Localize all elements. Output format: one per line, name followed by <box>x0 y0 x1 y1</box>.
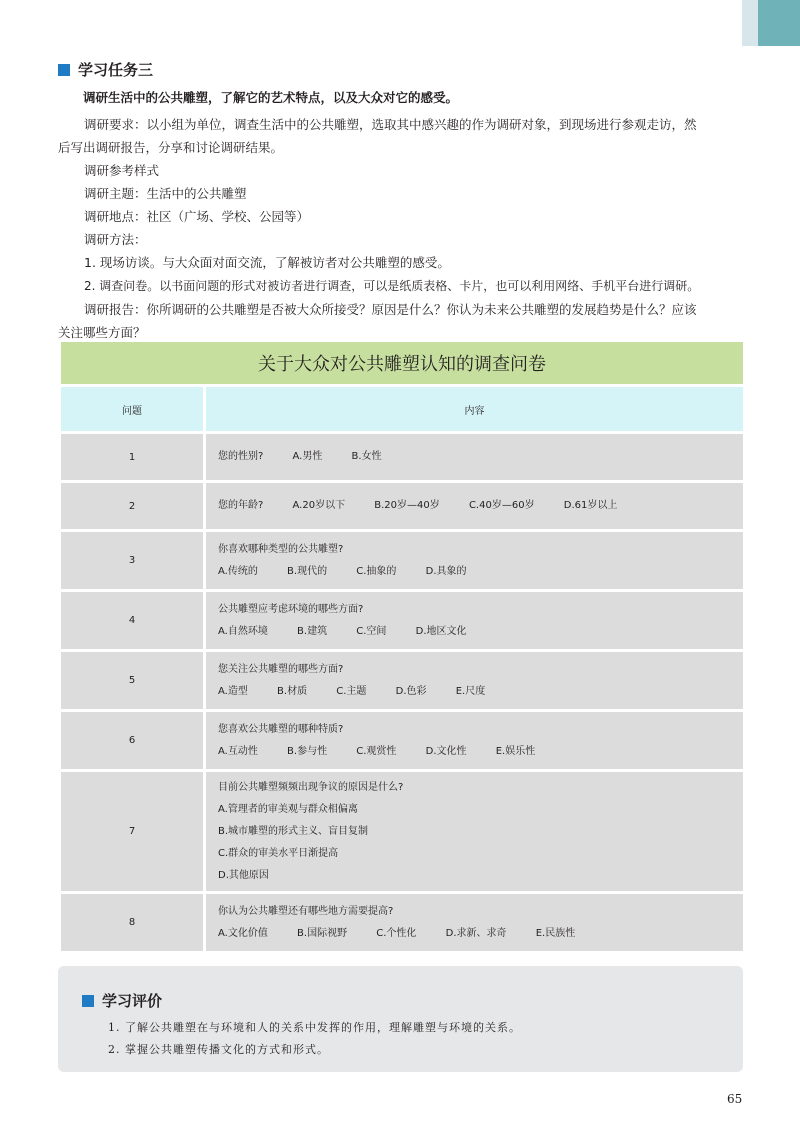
option: A.20岁以下 <box>292 500 346 511</box>
column-header-question: 问题 <box>60 386 205 433</box>
evaluation-item-2: 2. 掌握公共雕塑传播文化的方式和形式。 <box>108 1043 329 1056</box>
option: D.色彩 <box>395 685 427 697</box>
question-text: 您喜欢公共雕塑的哪种特质? <box>218 723 344 735</box>
option: D.求新、求奇 <box>445 927 507 939</box>
question-number: 8 <box>60 893 205 953</box>
option: C.抽象的 <box>356 565 397 577</box>
option: A.文化价值 <box>218 927 268 939</box>
option: B.材质 <box>277 685 308 697</box>
question-content <box>205 591 745 651</box>
option: D.具象的 <box>425 565 467 577</box>
question-text: 您的年龄? <box>218 500 264 511</box>
task-heading <box>58 59 153 80</box>
option: D.文化性 <box>425 745 467 757</box>
question-content <box>205 771 745 893</box>
sample-title: 调研参考样式 <box>84 163 160 178</box>
option: C.观赏性 <box>356 745 397 757</box>
research-topic: 调研主题：生活中的公共雕塑 <box>84 186 247 201</box>
task-intro: 调研生活中的公共雕塑，了解它的艺术特点，以及大众对它的感受。 <box>83 90 459 105</box>
requirement-line-1: 调研要求：以小组为单位，调查生活中的公共雕塑，选取其中感兴趣的作为调研对象，到现场进行参观走访，然 <box>84 117 697 132</box>
question-content <box>205 711 745 771</box>
question-text: 您关注公共雕塑的哪些方面? <box>218 663 344 675</box>
table-row <box>60 711 745 771</box>
evaluation-heading-text: 学习评价 <box>102 992 163 1010</box>
column-header-content: 内容 <box>205 386 745 433</box>
question-content <box>205 893 745 953</box>
option: C.主题 <box>336 685 367 697</box>
option: B.参与性 <box>287 745 328 757</box>
table-row <box>60 591 745 651</box>
question-number: 6 <box>60 711 205 771</box>
square-bullet-icon <box>58 64 70 76</box>
option: C.40岁—60岁 <box>468 500 535 511</box>
requirement-line-2: 后写出调研报告，分享和讨论调研结果。 <box>58 140 284 155</box>
option: D.地区文化 <box>415 625 467 637</box>
option: D.其他原因 <box>218 869 269 881</box>
option: D.61岁以上 <box>563 500 618 511</box>
option: E.民族性 <box>535 927 576 939</box>
method-2: 2. 调查问卷。以书面问题的形式对被访者进行调查，可以是纸质表格、卡片，也可以利用网络、手机平台进行调研。 <box>84 279 700 293</box>
task-body <box>58 113 748 344</box>
question-text: 你喜欢哪种类型的公共雕塑? <box>218 543 344 555</box>
option: B.城市雕塑的形式主义、盲目复制 <box>218 825 369 837</box>
question-number: 7 <box>60 771 205 893</box>
option: A.互动性 <box>218 745 258 757</box>
table-row <box>60 531 745 591</box>
table-row <box>60 433 745 482</box>
option: A.传统的 <box>218 565 258 577</box>
question-text: 你认为公共雕塑还有哪些地方需要提高? <box>218 905 394 917</box>
option: A.自然环境 <box>218 625 268 637</box>
question-content <box>205 531 745 591</box>
corner-tab-teal <box>758 0 800 46</box>
option: A.造型 <box>218 685 248 697</box>
table-row <box>60 893 745 953</box>
table-row <box>60 651 745 711</box>
question-text: 目前公共雕塑频频出现争议的原因是什么? <box>218 781 404 793</box>
question-number: 1 <box>60 433 205 482</box>
questionnaire-title: 关于大众对公共雕塑认知的调查问卷 <box>60 342 745 386</box>
questionnaire-header-row <box>60 386 745 433</box>
task-heading-text: 学习任务三 <box>78 61 154 79</box>
table-row <box>60 482 745 531</box>
option: A.管理者的审美观与群众相偏离 <box>218 803 358 815</box>
square-bullet-icon <box>82 995 94 1007</box>
report-line-2: 关注哪些方面？ <box>58 325 146 340</box>
question-number: 2 <box>60 482 205 531</box>
option: B.国际视野 <box>297 927 348 939</box>
option: E.娱乐性 <box>495 745 536 757</box>
option: B.20岁—40岁 <box>374 500 440 511</box>
question-options-line <box>218 495 743 517</box>
table-row <box>60 771 745 893</box>
question-options-line <box>218 561 743 583</box>
research-location: 调研地点：社区（广场、学校、公园等） <box>84 209 310 224</box>
question-options-line <box>218 446 743 468</box>
question-number: 3 <box>60 531 205 591</box>
report-line-1: 调研报告：你所调研的公共雕塑是否被大众所接受？原因是什么？你认为未来公共雕塑的发展趋势是什么？应该 <box>84 302 697 317</box>
question-number: 4 <box>60 591 205 651</box>
option: B.建筑 <box>297 625 328 637</box>
option: B.女性 <box>351 451 382 462</box>
page-number: 65 <box>727 1092 743 1106</box>
option: C.群众的审美水平日渐提高 <box>218 847 339 859</box>
question-options-line <box>218 923 743 945</box>
corner-tab-light <box>742 0 758 46</box>
question-content <box>205 433 745 482</box>
option: B.现代的 <box>287 565 328 577</box>
question-text: 公共雕塑应考虑环境的哪些方面? <box>218 603 364 615</box>
questionnaire-title-row <box>60 342 745 386</box>
question-text: 您的性别? <box>218 451 264 462</box>
research-method: 调研方法： <box>84 232 147 247</box>
option: E.尺度 <box>455 685 486 697</box>
question-options-line <box>218 621 743 643</box>
question-content <box>205 482 745 531</box>
question-content <box>205 651 745 711</box>
question-options-line <box>218 741 743 763</box>
evaluation-heading <box>82 990 162 1011</box>
evaluation-item-1: 1. 了解公共雕塑在与环境和人的关系中发挥的作用，理解雕塑与环境的关系。 <box>108 1021 521 1034</box>
option: C.空间 <box>356 625 387 637</box>
question-options-line <box>218 681 743 703</box>
option: C.个性化 <box>376 927 417 939</box>
option: A.男性 <box>292 451 323 462</box>
questionnaire-table <box>58 342 746 954</box>
method-1: 1. 现场访谈。与大众面对面交流，了解被访者对公共雕塑的感受。 <box>84 255 450 270</box>
question-number: 5 <box>60 651 205 711</box>
